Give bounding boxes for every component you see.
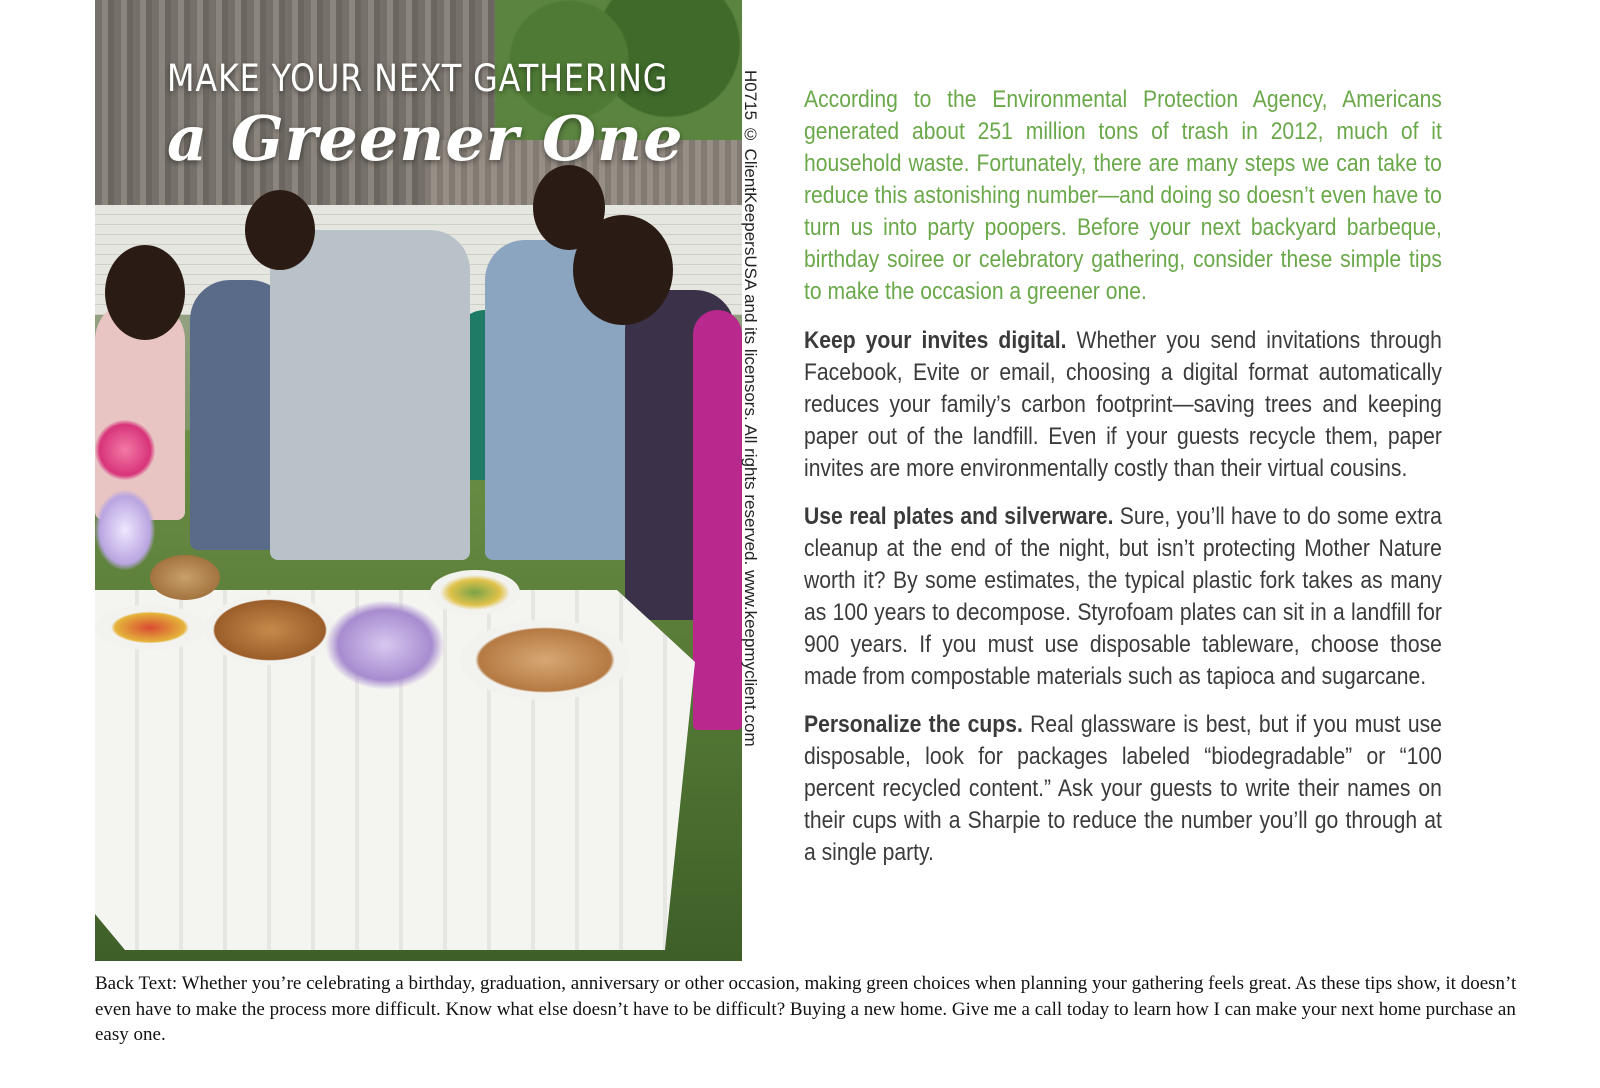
tip-paragraph (804, 501, 1442, 693)
roast-chicken-platter (205, 595, 335, 665)
guest-head (245, 190, 315, 270)
tip-body: Whether you send invitations through Facebook, Evite or email, choosing a digital format automatically reduces your family’s carbon footprint—saving trees and keeping paper out of the landfill. Even if your guests recycle them, paper invites are more environmentally costly than their virtual cousins. (804, 327, 1442, 482)
tip-body: Real glassware is best, but if you must use disposable, look for packages labeled “biodegradable” or “100 percent recycled content.” Ask your guests to write their names on their cups with a Sharpie to reduce the number you’ll go through at a single party. (804, 711, 1442, 866)
guest-head (105, 245, 185, 340)
party-photo (95, 0, 742, 961)
carved-meat-platter (460, 620, 630, 700)
tip-title: Keep your invites digital. (804, 327, 1067, 354)
tip-paragraph (804, 709, 1442, 869)
pink-flowers (95, 420, 155, 480)
headline-line2: a Greener One (167, 102, 684, 175)
guest-figure (693, 310, 742, 730)
vegetable-platter (95, 605, 205, 650)
flower-vases (325, 600, 445, 690)
tip-title: Personalize the cups. (804, 711, 1023, 738)
photo-headline (167, 52, 727, 175)
guest-head (573, 215, 673, 325)
lavender-flowers (95, 490, 155, 570)
salad-bowl (430, 570, 520, 615)
tip-paragraph (804, 325, 1442, 485)
article-body (804, 84, 1442, 885)
article-text-wrap (804, 84, 1442, 869)
copyright-notice: H0715 © ClientKeepersUSA and its licensors. All rights reserved. www.keepmyclient.com (741, 70, 760, 747)
back-text: Back Text: Whether you’re celebrating a birthday, graduation, anniversary or other occasion, making green choices when planning your gathering feels great. As these tips show, it doesn’t even have to make the process more difficult. Know what else doesn’t have to be difficult? Buying a new home. Give me a call today to learn how I can make your next home purchase an easy one. (95, 973, 1517, 1045)
tip-body: Sure, you’ll have to do some extra cleanup at the end of the night, but isn’t protecting Mother Nature worth it? By some estimates, the typical plastic fork takes as many as 100 years to decompose. Styrofoam plates can sit in a landfill for 900 years. If you must use disposable tableware, choose those made from compostable materials such as tapioca and sugarcane. (804, 503, 1442, 690)
guest-figure (270, 230, 470, 560)
intro-paragraph: According to the Environmental Protection Agency, Americans generated about 251 million tons of trash in 2012, much of it household waste. Fortunately, there are many steps we can take to reduce this astonishing number—and doing so doesn’t even have to turn us into party poopers. Before your next backyard barbeque, birthday soiree or celebratory gathering, consider these simple tips to make the occasion a greener one. (804, 86, 1442, 305)
bread-loaf (150, 555, 220, 600)
tip-title: Use real plates and silverware. (804, 503, 1114, 530)
headline-line1: MAKE YOUR NEXT GATHERING (167, 57, 669, 100)
